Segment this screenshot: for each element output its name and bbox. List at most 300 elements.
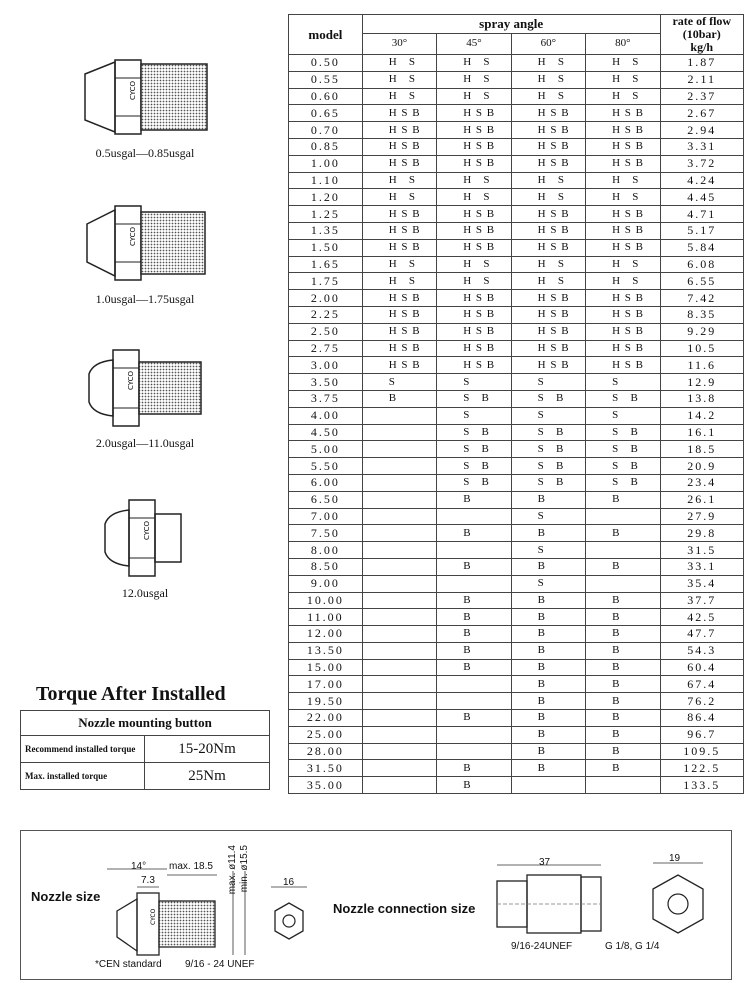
- nozzle-figure-1: [20, 52, 270, 161]
- angle-30-cell: [362, 525, 436, 542]
- model-cell: 19.50: [289, 693, 363, 710]
- nozzle-caption: 2.0usgal—11.0usgal: [95, 436, 195, 450]
- angle-80-cell: B: [586, 592, 660, 609]
- model-cell: 7.00: [289, 508, 363, 525]
- flow-cell: 67.4: [660, 676, 743, 693]
- table-row: [289, 424, 744, 441]
- angle-45-cell: B: [437, 626, 511, 643]
- table-row: [289, 441, 744, 458]
- angle-80-cell: H S B: [586, 206, 660, 223]
- model-cell: 6.00: [289, 474, 363, 491]
- angle-60-cell: B: [511, 659, 585, 676]
- table-row: [289, 306, 744, 323]
- angle-80-cell: S B: [586, 441, 660, 458]
- angle-60-cell: H S: [511, 55, 585, 72]
- model-cell: 0.65: [289, 105, 363, 122]
- angle-45-cell: S B: [437, 474, 511, 491]
- model-cell: 0.50: [289, 55, 363, 72]
- angle-60-cell: S B: [511, 390, 585, 407]
- angle-60-cell: H S: [511, 172, 585, 189]
- angle-45-cell: H S B: [437, 122, 511, 139]
- angle-45-cell: B: [437, 592, 511, 609]
- angle-30-cell: [362, 676, 436, 693]
- angle-45-cell: [437, 743, 511, 760]
- table-row: [289, 626, 744, 643]
- nozzle-stamp: CYCO: [129, 80, 137, 100]
- torque-header: Nozzle mounting button: [21, 711, 270, 736]
- table-row: [289, 743, 744, 760]
- angle-60-cell: H S B: [511, 357, 585, 374]
- angle-80-cell: H S B: [586, 290, 660, 307]
- model-cell: 4.50: [289, 424, 363, 441]
- dim-14: 14°: [131, 861, 147, 872]
- model-cell: 6.50: [289, 491, 363, 508]
- table-row: [289, 508, 744, 525]
- angle-80-cell: B: [586, 659, 660, 676]
- nozzle-figure-3: [20, 344, 270, 451]
- spec-table: [288, 14, 744, 794]
- table-row: [289, 693, 744, 710]
- table-row: [289, 407, 744, 424]
- table-row: [289, 642, 744, 659]
- angle-30-cell: H S B: [362, 323, 436, 340]
- table-row: [289, 88, 744, 105]
- dim-16: 16: [283, 877, 295, 888]
- angle-30-cell: H S B: [362, 239, 436, 256]
- angle-45-cell: H S: [437, 273, 511, 290]
- nozzle-stamp: CYCO: [129, 226, 137, 246]
- angle-80-cell: [586, 542, 660, 559]
- table-row: [289, 676, 744, 693]
- angle-80-cell: H S: [586, 189, 660, 206]
- flow-cell: 26.1: [660, 491, 743, 508]
- dim-7-3: 7.3: [141, 875, 155, 886]
- model-cell: 28.00: [289, 743, 363, 760]
- angle-30-cell: H S B: [362, 340, 436, 357]
- flow-cell: 14.2: [660, 407, 743, 424]
- angle-60-cell: H S B: [511, 138, 585, 155]
- angle-60-cell: H S: [511, 273, 585, 290]
- angle-60-cell: B: [511, 760, 585, 777]
- angle-80-cell: H S: [586, 88, 660, 105]
- angle-60-cell: B: [511, 743, 585, 760]
- flow-cell: 86.4: [660, 710, 743, 727]
- angle-60-cell: B: [511, 491, 585, 508]
- angle-45-cell: H S B: [437, 206, 511, 223]
- flow-cell: 54.3: [660, 642, 743, 659]
- angle-80-cell: B: [586, 710, 660, 727]
- angle-45-cell: H S B: [437, 138, 511, 155]
- angle-30-cell: [362, 760, 436, 777]
- connection-pipe: G 1/8, G 1/4: [605, 941, 660, 952]
- angle-30-cell: [362, 726, 436, 743]
- nozzle-caption: 0.5usgal—0.85usgal: [95, 146, 195, 160]
- flow-cell: 35.4: [660, 575, 743, 592]
- flow-cell: 12.9: [660, 374, 743, 391]
- angle-30-cell: [362, 491, 436, 508]
- flow-cell: 5.84: [660, 239, 743, 256]
- angle-45-cell: B: [437, 491, 511, 508]
- nozzle-stamp: CYCO: [143, 520, 151, 540]
- flow-cell: 76.2: [660, 693, 743, 710]
- angle-80-cell: S B: [586, 424, 660, 441]
- model-cell: 1.00: [289, 155, 363, 172]
- model-cell: 1.35: [289, 222, 363, 239]
- angle-80-cell: B: [586, 726, 660, 743]
- table-row: [289, 155, 744, 172]
- angle-80-cell: H S B: [586, 155, 660, 172]
- table-row: [289, 726, 744, 743]
- model-cell: 22.00: [289, 710, 363, 727]
- angle-30-cell: [362, 710, 436, 727]
- angle-30-cell: H S: [362, 88, 436, 105]
- angle-45-cell: S B: [437, 390, 511, 407]
- flow-header-line2: (10bar): [682, 27, 721, 41]
- connection-thread: 9/16-24UNEF: [511, 941, 573, 952]
- angle-60-cell: S B: [511, 424, 585, 441]
- flow-cell: 23.4: [660, 474, 743, 491]
- model-cell: 2.00: [289, 290, 363, 307]
- table-row: [289, 256, 744, 273]
- angle-30-cell: [362, 626, 436, 643]
- angle-45-cell: B: [437, 525, 511, 542]
- angle-45-cell: H S B: [437, 357, 511, 374]
- flow-cell: 96.7: [660, 726, 743, 743]
- flow-cell: 29.8: [660, 525, 743, 542]
- angle-60-cell: B: [511, 525, 585, 542]
- table-row: [289, 357, 744, 374]
- angle-80-cell: S: [586, 374, 660, 391]
- angle-60-cell: H S: [511, 71, 585, 88]
- flow-cell: 9.29: [660, 323, 743, 340]
- angle-45-cell: H S: [437, 172, 511, 189]
- table-row: [289, 340, 744, 357]
- angle-60-cell: H S: [511, 88, 585, 105]
- model-cell: 8.00: [289, 542, 363, 559]
- flow-cell: 3.31: [660, 138, 743, 155]
- angle-header-45: 45°: [437, 33, 511, 54]
- angle-80-cell: H S B: [586, 323, 660, 340]
- angle-60-cell: B: [511, 592, 585, 609]
- angle-45-cell: B: [437, 642, 511, 659]
- table-row: [289, 777, 744, 794]
- angle-30-cell: H S B: [362, 222, 436, 239]
- angle-60-cell: S B: [511, 458, 585, 475]
- angle-60-cell: B: [511, 626, 585, 643]
- angle-80-cell: B: [586, 760, 660, 777]
- model-cell: 35.00: [289, 777, 363, 794]
- angle-80-cell: B: [586, 491, 660, 508]
- nozzle-caption: 1.0usgal—1.75usgal: [95, 292, 195, 306]
- angle-80-cell: B: [586, 743, 660, 760]
- angle-45-cell: B: [437, 558, 511, 575]
- table-row: [289, 542, 744, 559]
- flow-header-line3: kg/h: [690, 40, 714, 54]
- size-thread: 9/16 - 24 UNEF: [185, 959, 255, 970]
- angle-45-cell: H S B: [437, 105, 511, 122]
- angle-60-cell: S: [511, 575, 585, 592]
- angle-60-cell: H S: [511, 256, 585, 273]
- angle-45-cell: S B: [437, 458, 511, 475]
- flow-cell: 16.1: [660, 424, 743, 441]
- flow-cell: 6.55: [660, 273, 743, 290]
- angle-45-cell: H S: [437, 88, 511, 105]
- angle-30-cell: H S B: [362, 206, 436, 223]
- angle-80-cell: B: [586, 642, 660, 659]
- table-row: [289, 323, 744, 340]
- model-cell: 13.50: [289, 642, 363, 659]
- angle-60-cell: H S B: [511, 122, 585, 139]
- angle-80-cell: H S: [586, 172, 660, 189]
- angle-60-cell: B: [511, 642, 585, 659]
- angle-30-cell: [362, 474, 436, 491]
- flow-cell: 122.5: [660, 760, 743, 777]
- nozzle-caption: 12.0usgal: [121, 586, 169, 600]
- angle-30-cell: H S: [362, 71, 436, 88]
- table-row: [289, 558, 744, 575]
- angle-80-cell: H S: [586, 273, 660, 290]
- angle-30-cell: [362, 458, 436, 475]
- angle-45-cell: [437, 726, 511, 743]
- angle-60-cell: S: [511, 374, 585, 391]
- angle-45-cell: [437, 575, 511, 592]
- dim-19: 19: [669, 853, 681, 864]
- table-row: [289, 55, 744, 72]
- angle-80-cell: B: [586, 525, 660, 542]
- model-cell: 4.00: [289, 407, 363, 424]
- flow-cell: 2.67: [660, 105, 743, 122]
- angle-60-cell: B: [511, 693, 585, 710]
- angle-30-cell: H S B: [362, 105, 436, 122]
- angle-60-cell: B: [511, 726, 585, 743]
- cen-note: *CEN standard: [95, 959, 162, 970]
- angle-30-cell: H S B: [362, 155, 436, 172]
- recommend-torque-label: Recommend installed torque: [21, 736, 145, 763]
- nozzle-size-label: Nozzle size: [31, 889, 101, 904]
- model-cell: 15.00: [289, 659, 363, 676]
- angle-45-cell: H S B: [437, 222, 511, 239]
- flow-cell: 60.4: [660, 659, 743, 676]
- angle-45-cell: [437, 508, 511, 525]
- dim-37: 37: [539, 857, 551, 868]
- angle-60-cell: B: [511, 609, 585, 626]
- model-cell: 1.10: [289, 172, 363, 189]
- nozzle-drawing-icon: [75, 494, 215, 582]
- model-cell: 17.00: [289, 676, 363, 693]
- model-cell: 1.65: [289, 256, 363, 273]
- angle-45-cell: H S B: [437, 340, 511, 357]
- nozzle-drawing-icon: [75, 198, 215, 288]
- angle-60-cell: B: [511, 710, 585, 727]
- angle-30-cell: [362, 441, 436, 458]
- table-row: [289, 592, 744, 609]
- angle-60-cell: H S: [511, 189, 585, 206]
- flow-cell: 27.9: [660, 508, 743, 525]
- flow-cell: 133.5: [660, 777, 743, 794]
- angle-80-cell: [586, 508, 660, 525]
- angle-header-80: 80°: [586, 33, 660, 54]
- angle-header-60: 60°: [511, 33, 585, 54]
- flow-cell: 42.5: [660, 609, 743, 626]
- flow-cell: 2.94: [660, 122, 743, 139]
- torque-table: [20, 710, 270, 790]
- angle-45-cell: B: [437, 777, 511, 794]
- angle-45-cell: S: [437, 374, 511, 391]
- angle-30-cell: S: [362, 374, 436, 391]
- model-cell: 1.50: [289, 239, 363, 256]
- angle-30-cell: [362, 558, 436, 575]
- nozzle-stamp: CYCO: [127, 370, 135, 390]
- angle-45-cell: B: [437, 659, 511, 676]
- table-row: [289, 189, 744, 206]
- angle-80-cell: [586, 575, 660, 592]
- flow-header-line1: rate of flow: [672, 14, 732, 28]
- angle-60-cell: B: [511, 558, 585, 575]
- angle-80-cell: H S B: [586, 222, 660, 239]
- model-cell: 2.25: [289, 306, 363, 323]
- flow-header: [660, 15, 743, 55]
- angle-60-cell: B: [511, 676, 585, 693]
- spray-angle-header: spray angle: [362, 15, 660, 34]
- table-row: [289, 71, 744, 88]
- angle-30-cell: H S B: [362, 357, 436, 374]
- angle-80-cell: S: [586, 407, 660, 424]
- angle-80-cell: B: [586, 676, 660, 693]
- table-row: [289, 122, 744, 139]
- model-cell: 0.55: [289, 71, 363, 88]
- flow-cell: 37.7: [660, 592, 743, 609]
- angle-60-cell: H S B: [511, 239, 585, 256]
- angle-30-cell: [362, 743, 436, 760]
- recommend-torque-value: 15-20Nm: [145, 736, 270, 763]
- angle-80-cell: H S: [586, 256, 660, 273]
- angle-30-cell: H S: [362, 172, 436, 189]
- model-header: model: [289, 15, 363, 55]
- flow-cell: 7.42: [660, 290, 743, 307]
- angle-30-cell: [362, 659, 436, 676]
- table-row: [289, 105, 744, 122]
- model-cell: 7.50: [289, 525, 363, 542]
- table-row: [289, 525, 744, 542]
- table-row: [289, 710, 744, 727]
- angle-45-cell: S B: [437, 441, 511, 458]
- angle-45-cell: H S B: [437, 323, 511, 340]
- table-row: [289, 609, 744, 626]
- angle-45-cell: [437, 676, 511, 693]
- model-cell: 9.00: [289, 575, 363, 592]
- table-row: [289, 491, 744, 508]
- table-row: [289, 290, 744, 307]
- angle-45-cell: H S B: [437, 239, 511, 256]
- model-cell: 1.25: [289, 206, 363, 223]
- angle-30-cell: [362, 542, 436, 559]
- angle-45-cell: H S: [437, 71, 511, 88]
- model-cell: 5.50: [289, 458, 363, 475]
- angle-30-cell: [362, 575, 436, 592]
- angle-45-cell: H S: [437, 256, 511, 273]
- angle-header-30: 30°: [362, 33, 436, 54]
- table-row: [289, 659, 744, 676]
- table-row: [289, 390, 744, 407]
- angle-60-cell: S: [511, 508, 585, 525]
- angle-80-cell: S B: [586, 474, 660, 491]
- flow-cell: 2.37: [660, 88, 743, 105]
- angle-45-cell: [437, 693, 511, 710]
- flow-cell: 4.45: [660, 189, 743, 206]
- angle-60-cell: S B: [511, 441, 585, 458]
- model-cell: 10.00: [289, 592, 363, 609]
- table-row: [289, 138, 744, 155]
- angle-80-cell: [586, 777, 660, 794]
- table-row: [289, 222, 744, 239]
- angle-60-cell: H S B: [511, 105, 585, 122]
- angle-60-cell: H S B: [511, 222, 585, 239]
- model-cell: 1.75: [289, 273, 363, 290]
- angle-60-cell: H S B: [511, 340, 585, 357]
- angle-80-cell: H S B: [586, 105, 660, 122]
- table-row: [289, 474, 744, 491]
- model-cell: 2.75: [289, 340, 363, 357]
- angle-30-cell: [362, 777, 436, 794]
- model-cell: 3.50: [289, 374, 363, 391]
- angle-30-cell: [362, 508, 436, 525]
- table-row: [289, 206, 744, 223]
- table-row: [289, 458, 744, 475]
- flow-cell: 10.5: [660, 340, 743, 357]
- size-stamp: CYCO: [150, 908, 157, 925]
- angle-45-cell: H S B: [437, 290, 511, 307]
- flow-cell: 2.11: [660, 71, 743, 88]
- torque-title: Torque After Installed: [36, 683, 226, 705]
- flow-cell: 31.5: [660, 542, 743, 559]
- model-cell: 3.00: [289, 357, 363, 374]
- model-cell: 11.00: [289, 609, 363, 626]
- angle-30-cell: [362, 592, 436, 609]
- flow-cell: 8.35: [660, 306, 743, 323]
- angle-80-cell: H S: [586, 55, 660, 72]
- angle-30-cell: [362, 693, 436, 710]
- model-cell: 31.50: [289, 760, 363, 777]
- flow-cell: 109.5: [660, 743, 743, 760]
- angle-30-cell: [362, 424, 436, 441]
- dim-max-11-4: max. ø11.4: [227, 845, 238, 895]
- flow-cell: 13.8: [660, 390, 743, 407]
- flow-cell: 3.72: [660, 155, 743, 172]
- angle-30-cell: [362, 407, 436, 424]
- model-cell: 1.20: [289, 189, 363, 206]
- angle-60-cell: S: [511, 542, 585, 559]
- angle-80-cell: H S B: [586, 340, 660, 357]
- angle-45-cell: H S B: [437, 155, 511, 172]
- angle-60-cell: S: [511, 407, 585, 424]
- angle-60-cell: [511, 777, 585, 794]
- angle-30-cell: B: [362, 390, 436, 407]
- angle-80-cell: S B: [586, 458, 660, 475]
- model-cell: 3.75: [289, 390, 363, 407]
- angle-45-cell: S B: [437, 424, 511, 441]
- angle-80-cell: B: [586, 693, 660, 710]
- flow-cell: 1.87: [660, 55, 743, 72]
- angle-45-cell: B: [437, 609, 511, 626]
- angle-45-cell: [437, 542, 511, 559]
- angle-60-cell: H S B: [511, 206, 585, 223]
- angle-30-cell: H S: [362, 55, 436, 72]
- angle-30-cell: [362, 642, 436, 659]
- angle-80-cell: H S B: [586, 122, 660, 139]
- flow-cell: 47.7: [660, 626, 743, 643]
- angle-80-cell: H S B: [586, 357, 660, 374]
- nozzle-drawing-icon: [75, 344, 215, 432]
